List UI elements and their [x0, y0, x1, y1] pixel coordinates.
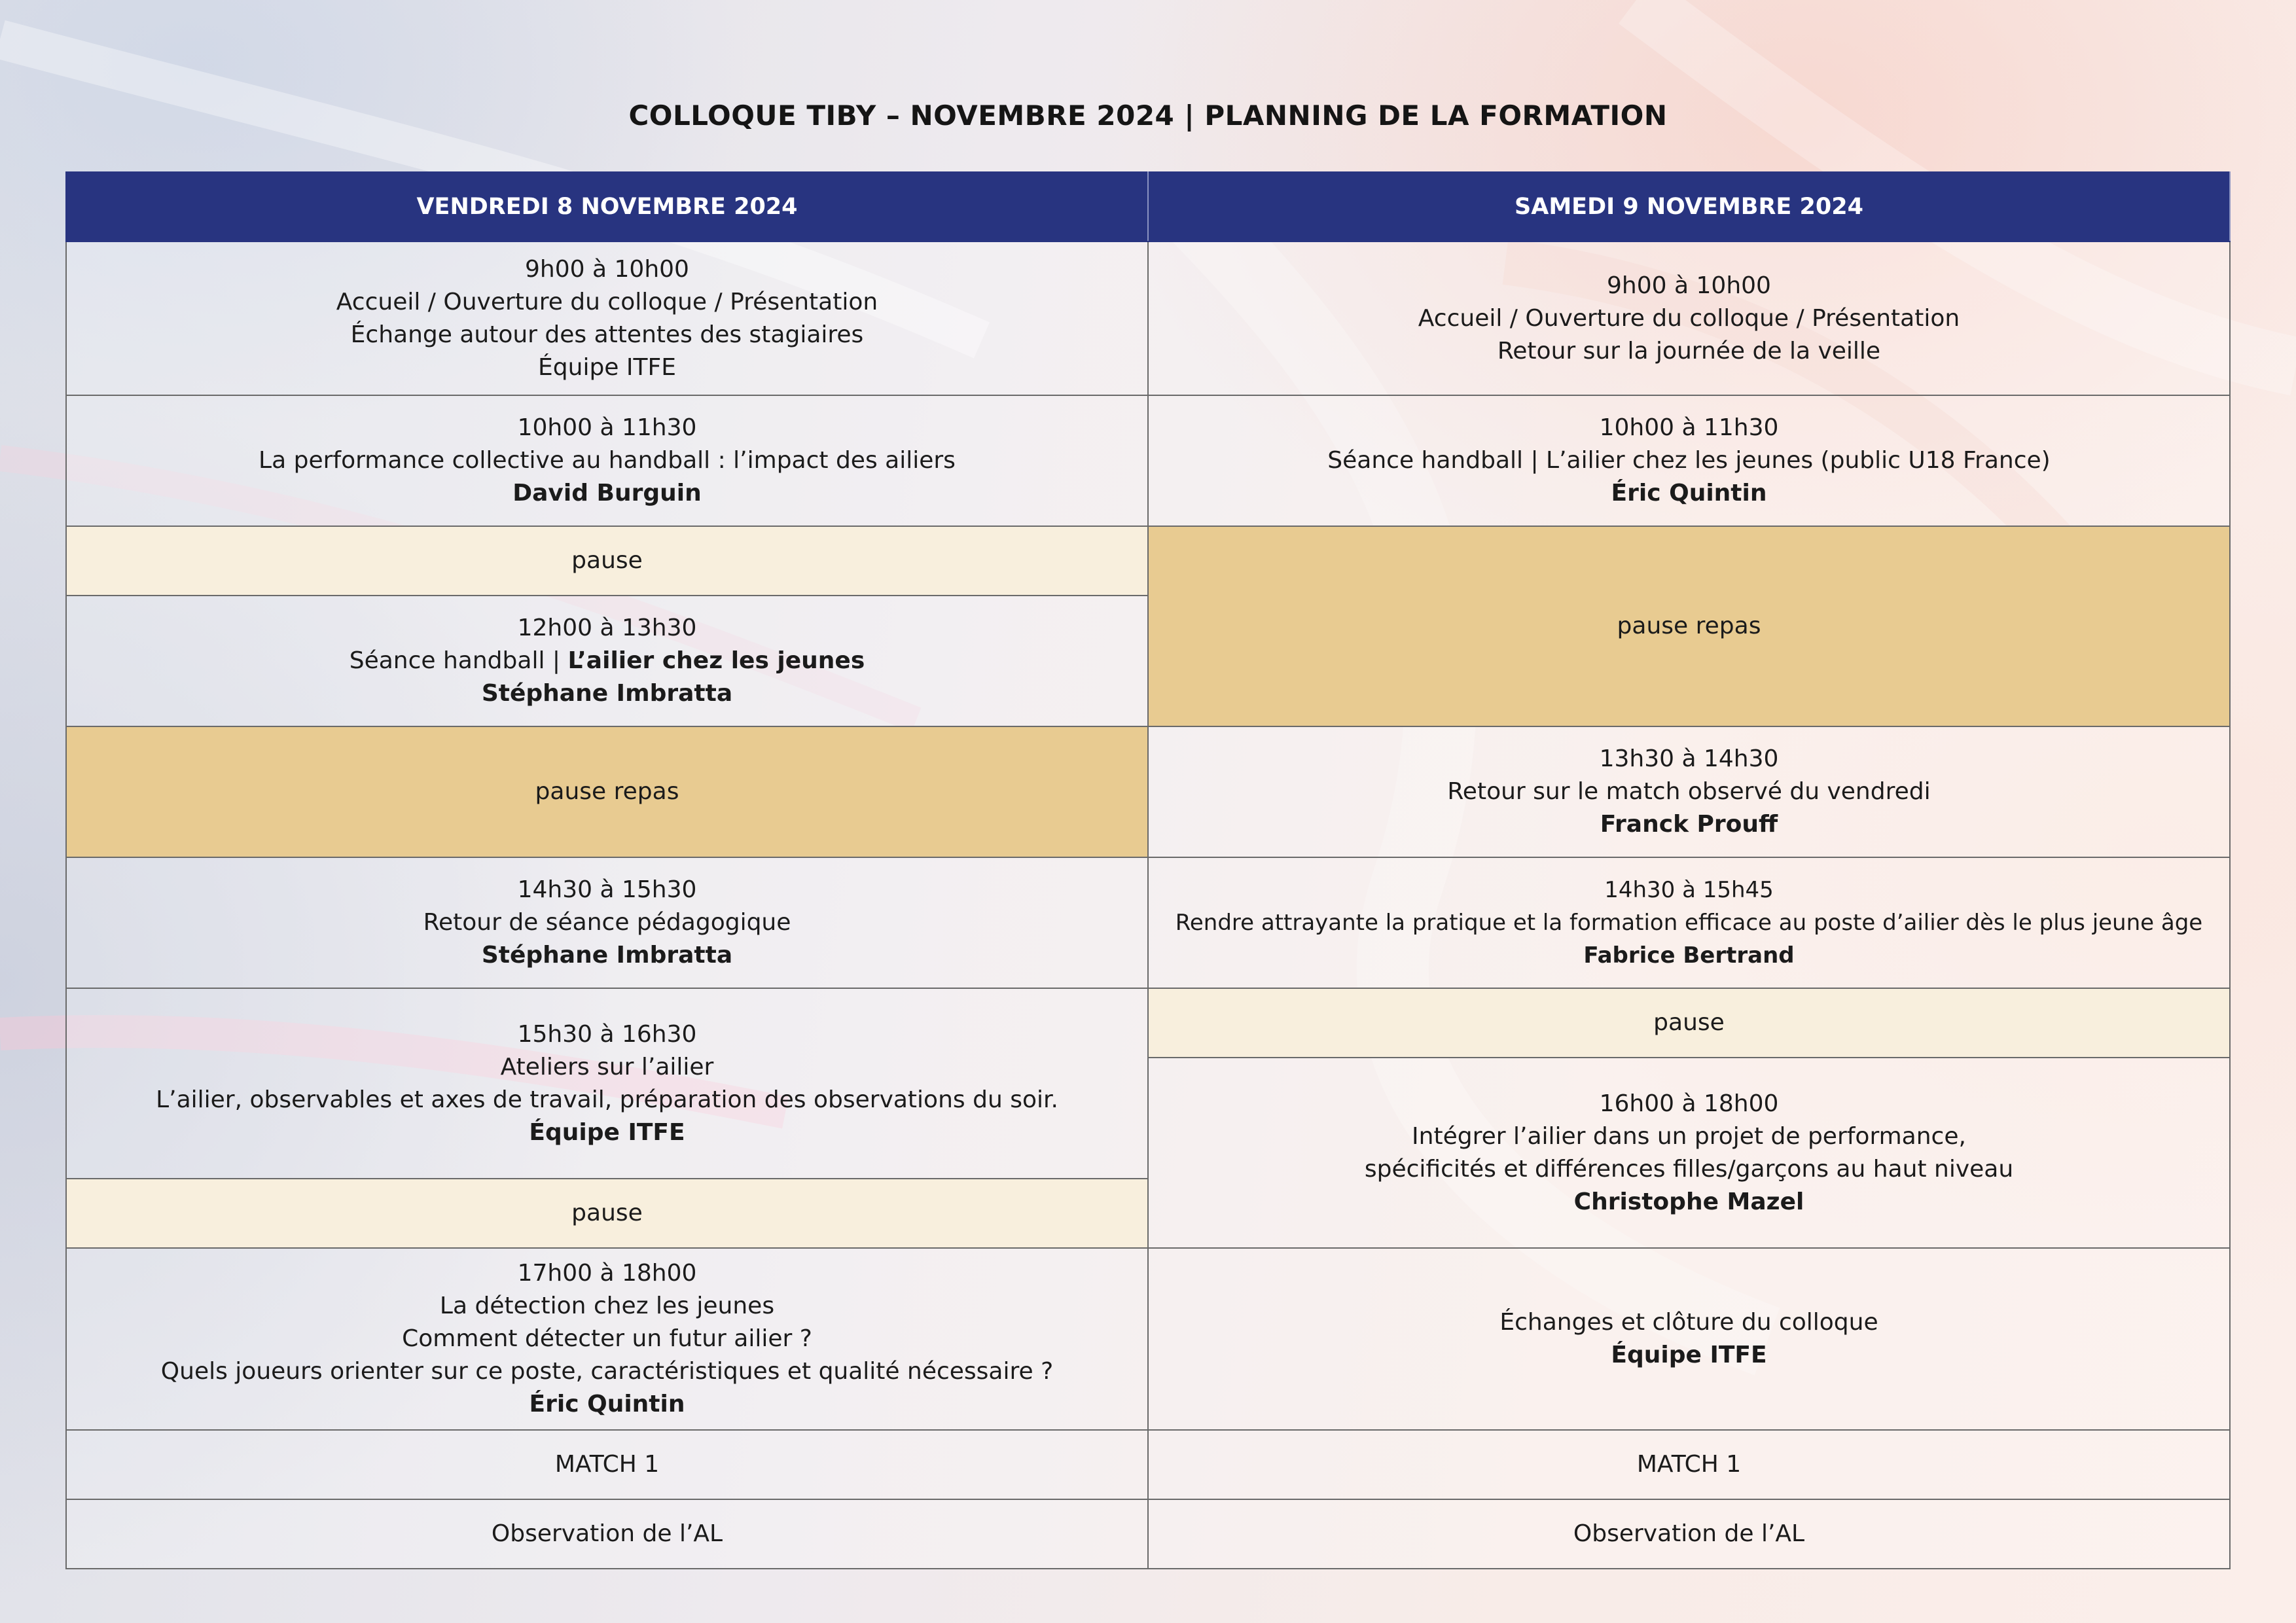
friday-header: VENDREDI 8 NOVEMBRE 2024 [66, 172, 1148, 241]
saturday-observation: Observation de l’AL [1148, 1499, 2230, 1569]
session-speaker: Stéphane Imbratta [481, 680, 733, 707]
session-time: 14h30 à 15h30 [517, 876, 697, 903]
session-line: Comment détecter un futur ailier ? [402, 1325, 812, 1352]
session-speaker: Équipe ITFE [1611, 1342, 1767, 1368]
page-title: COLLOQUE TIBY – NOVEMBRE 2024 | PLANNING DE LA FORMATION [628, 99, 1668, 132]
session-speaker: David Burguin [512, 480, 702, 507]
saturday-session-3 [1148, 726, 2230, 857]
session-line: Échanges et clôture du colloque [1499, 1309, 1878, 1336]
session-line: Rendre attrayante la pratique et la formation efficace au poste d’ailier dès le plus jeune âge [1175, 910, 2203, 936]
session-time: 9h00 à 10h00 [1607, 272, 1771, 299]
session-line: Échange autour des attentes des stagiaires [350, 321, 864, 348]
session-line: spécificités et différences filles/garçons au haut niveau [1364, 1155, 2014, 1183]
session-line: La performance collective au handball : l’impact des ailiers [259, 447, 956, 474]
friday-session-2 [66, 395, 1148, 526]
session-line-bold: L’ailier chez les jeunes [567, 647, 865, 674]
saturday-session-2 [1148, 395, 2230, 526]
session-time: 16h00 à 18h00 [1599, 1090, 1779, 1117]
session-line: Accueil / Ouverture du colloque / Présentation [1418, 304, 1960, 332]
friday-session-1 [66, 241, 1148, 395]
friday-match: MATCH 1 [66, 1430, 1148, 1499]
session-time: 17h00 à 18h00 [517, 1260, 697, 1287]
friday-session-6 [66, 1248, 1148, 1430]
session-line: Équipe ITFE [538, 353, 676, 381]
friday-pause-2: pause [66, 1179, 1148, 1248]
session-line: Retour sur la journée de la veille [1497, 337, 1881, 365]
session-line-plain: Séance handball | [349, 647, 568, 674]
saturday-session-5 [1148, 1058, 2230, 1248]
session-time: 12h00 à 13h30 [517, 615, 697, 641]
saturday-pause: pause [1148, 988, 2230, 1058]
session-speaker: Équipe ITFE [529, 1118, 685, 1146]
saturday-lunch-break: pause repas [1148, 526, 2230, 726]
session-line: L’ailier, observables et axes de travail, préparation des observations du soir. [156, 1086, 1058, 1113]
friday-lunch-break: pause repas [66, 726, 1148, 857]
session-line: Quels joueurs orienter sur ce poste, caractéristiques et qualité nécessaire ? [160, 1358, 1054, 1385]
session-speaker: Christophe Mazel [1573, 1188, 1804, 1215]
session-line: La détection chez les jeunes [439, 1293, 775, 1319]
saturday-header: SAMEDI 9 NOVEMBRE 2024 [1148, 172, 2230, 241]
friday-observation: Observation de l’AL [66, 1499, 1148, 1569]
session-time: 13h30 à 14h30 [1599, 745, 1779, 772]
session-line: Ateliers sur l’ailier [500, 1053, 714, 1080]
friday-pause-1: pause [66, 526, 1148, 596]
session-line [73, 645, 1141, 677]
session-line: Accueil / Ouverture du colloque / Présentation [336, 288, 878, 315]
session-line: Retour de séance pédagogique [423, 909, 791, 936]
session-line: Intégrer l’ailier dans un projet de performance, [1412, 1122, 1966, 1150]
session-time: 10h00 à 11h30 [517, 414, 697, 441]
session-time: 9h00 à 10h00 [525, 255, 689, 283]
session-time: 14h30 à 15h45 [1604, 877, 1774, 903]
friday-session-4 [66, 857, 1148, 988]
saturday-session-4 [1148, 857, 2230, 988]
session-line: Séance handball | L’ailier chez les jeunes (public U18 France) [1327, 447, 2051, 474]
session-line: Retour sur le match observé du vendredi [1447, 778, 1931, 805]
saturday-closing [1148, 1248, 2230, 1430]
session-speaker: Éric Quintin [529, 1391, 685, 1418]
session-speaker: Franck Prouff [1600, 811, 1778, 838]
session-speaker: Fabrice Bertrand [1583, 942, 1795, 969]
session-speaker: Éric Quintin [1611, 480, 1767, 507]
session-speaker: Stéphane Imbratta [481, 942, 733, 969]
schedule-table [65, 171, 2231, 1569]
session-time: 15h30 à 16h30 [517, 1020, 697, 1048]
saturday-session-1 [1148, 241, 2230, 395]
session-time: 10h00 à 11h30 [1599, 414, 1779, 441]
friday-session-5 [66, 988, 1148, 1179]
friday-session-3 [66, 596, 1148, 726]
saturday-match: MATCH 1 [1148, 1430, 2230, 1499]
